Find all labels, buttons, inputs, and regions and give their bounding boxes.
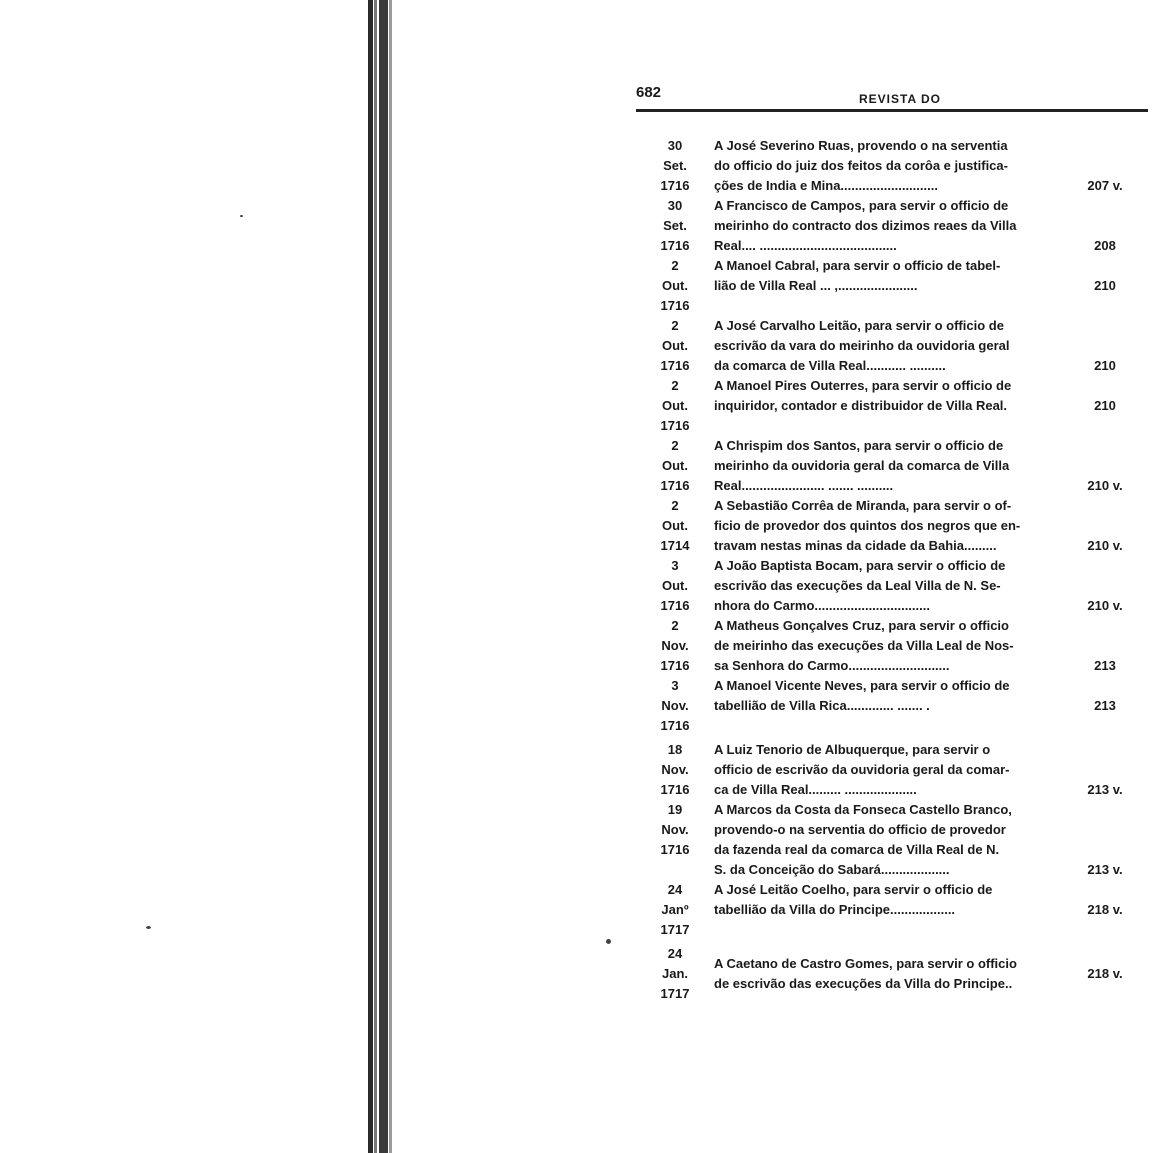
- page-reference: 213 v.: [1087, 782, 1123, 797]
- page-reference: 210: [1094, 358, 1116, 373]
- list-item: [646, 376, 1150, 436]
- entry-date: 2 Out. 1714: [660, 498, 690, 553]
- list-item: [646, 556, 1150, 616]
- list-item: [646, 496, 1150, 556]
- book-spine-gutter: [368, 0, 398, 1153]
- entry-date: 2 Out. 1716: [660, 378, 690, 433]
- entry-text: A José Severino Ruas, provendo o na serventia do officio do juiz dos feitos da corôa e justifica- ções de India e Mina...........................: [714, 138, 1008, 193]
- entry-text: A José Carvalho Leitão, para servir o officio de escrivão da vara do meirinho da ouvidoria geral da comarca de Villa Real........... ..........: [714, 318, 1010, 373]
- list-item: [646, 316, 1150, 376]
- ink-speck: [146, 926, 151, 929]
- ink-speck: [240, 215, 243, 217]
- entry-text: A Manoel Vicente Neves, para servir o officio de tabellião de Villa Rica............. ....... .: [714, 678, 1010, 713]
- header-rule: [636, 109, 1148, 112]
- entry-text: A Manoel Cabral, para servir o officio de tabel- lião de Villa Real ... ,......................: [714, 258, 1001, 293]
- list-item: [646, 436, 1150, 496]
- entry-date: 2 Out. 1716: [660, 318, 690, 373]
- entry-text: A João Baptista Bocam, para servir o officio de escrivão das execuções da Leal Villa de N. Se- nhora do Carmo................................: [714, 558, 1006, 613]
- entry-text: A Chrispim dos Santos, para servir o officio de meirinho da ouvidoria geral da comarca de Villa Real....................... ....... ..........: [714, 438, 1010, 493]
- page-number: 682: [636, 84, 662, 101]
- list-item: [646, 196, 1150, 256]
- entry-text: A Manoel Pires Outerres, para servir o officio de inquiridor, contador e distribuidor de Villa Real.: [714, 378, 1012, 413]
- entry-date: 18 Nov. 1716: [660, 742, 690, 797]
- running-title: REVISTA DO: [859, 92, 942, 106]
- entry-text: A Matheus Gonçalves Cruz, para servir o officio de meirinho das execuções da Villa Leal de Nos- sa Senhora do Carmo............................: [714, 618, 1014, 673]
- list-item: [646, 136, 1150, 196]
- entry-date: 3 Nov. 1716: [660, 678, 690, 733]
- list-item: [646, 676, 1150, 736]
- list-item: [646, 944, 1150, 1004]
- entry-date: 30 Set. 1716: [660, 198, 690, 253]
- page-reference: 210 v.: [1087, 598, 1123, 613]
- page-reference: 210: [1094, 398, 1116, 413]
- entry-date: 2 Out. 1716: [660, 438, 690, 493]
- page-reference: 213: [1094, 658, 1116, 673]
- entry-date: 2 Nov. 1716: [660, 618, 690, 673]
- page-reference: 207 v.: [1087, 178, 1123, 193]
- page-reference: 208: [1094, 238, 1116, 253]
- entry-date: 24 Jan. 1717: [660, 946, 690, 1001]
- list-item: [646, 256, 1150, 316]
- page-reference: 218 v.: [1087, 966, 1123, 981]
- page-header: [636, 84, 1148, 120]
- entry-date: 24 Janº 1717: [660, 882, 690, 937]
- entry-text: A Caetano de Castro Gomes, para servir o officio de escrivão das execuções da Villa do Principe..: [714, 956, 1017, 991]
- list-item: [646, 740, 1150, 800]
- list-item: [646, 800, 1150, 880]
- entry-date: 30 Set. 1716: [660, 138, 690, 193]
- page-reference: 218 v.: [1087, 902, 1123, 917]
- page-reference: 210: [1094, 278, 1116, 293]
- entry-text: A Sebastião Corrêa de Miranda, para servir o of- ficio de provedor dos quintos dos negros que en- travam nestas minas da cidade da Bahia.........: [714, 498, 1021, 553]
- entry-text: A Marcos da Costa da Fonseca Castello Branco, provendo-o na serventia do officio de provedor da fazenda real da comarca de Villa Real de N. S. da Conceição do Sabará...................: [714, 802, 1012, 877]
- entry-date: 19 Nov. 1716: [660, 802, 690, 857]
- list-item: [646, 616, 1150, 676]
- ink-speck: [606, 939, 611, 944]
- entry-text: A José Leitão Coelho, para servir o officio de tabellião da Villa do Principe..................: [714, 882, 993, 917]
- page-reference: 210 v.: [1087, 478, 1123, 493]
- entry-text: A Luiz Tenorio de Albuquerque, para servir o officio de escrivão da ouvidoria geral da comar- ca de Villa Real......... ....................: [714, 742, 1010, 797]
- page-reference: 213: [1094, 698, 1116, 713]
- entry-date: 3 Out. 1716: [660, 558, 690, 613]
- page-reference: 213 v.: [1087, 862, 1123, 877]
- entry-list: [646, 136, 1150, 1004]
- list-item: [646, 880, 1150, 940]
- page-reference: 210 v.: [1087, 538, 1123, 553]
- entry-date: 2 Out. 1716: [660, 258, 690, 313]
- entry-text: A Francisco de Campos, para servir o officio de meirinho do contracto dos dizimos reaes da Villa Real.... ......................................: [714, 198, 1017, 253]
